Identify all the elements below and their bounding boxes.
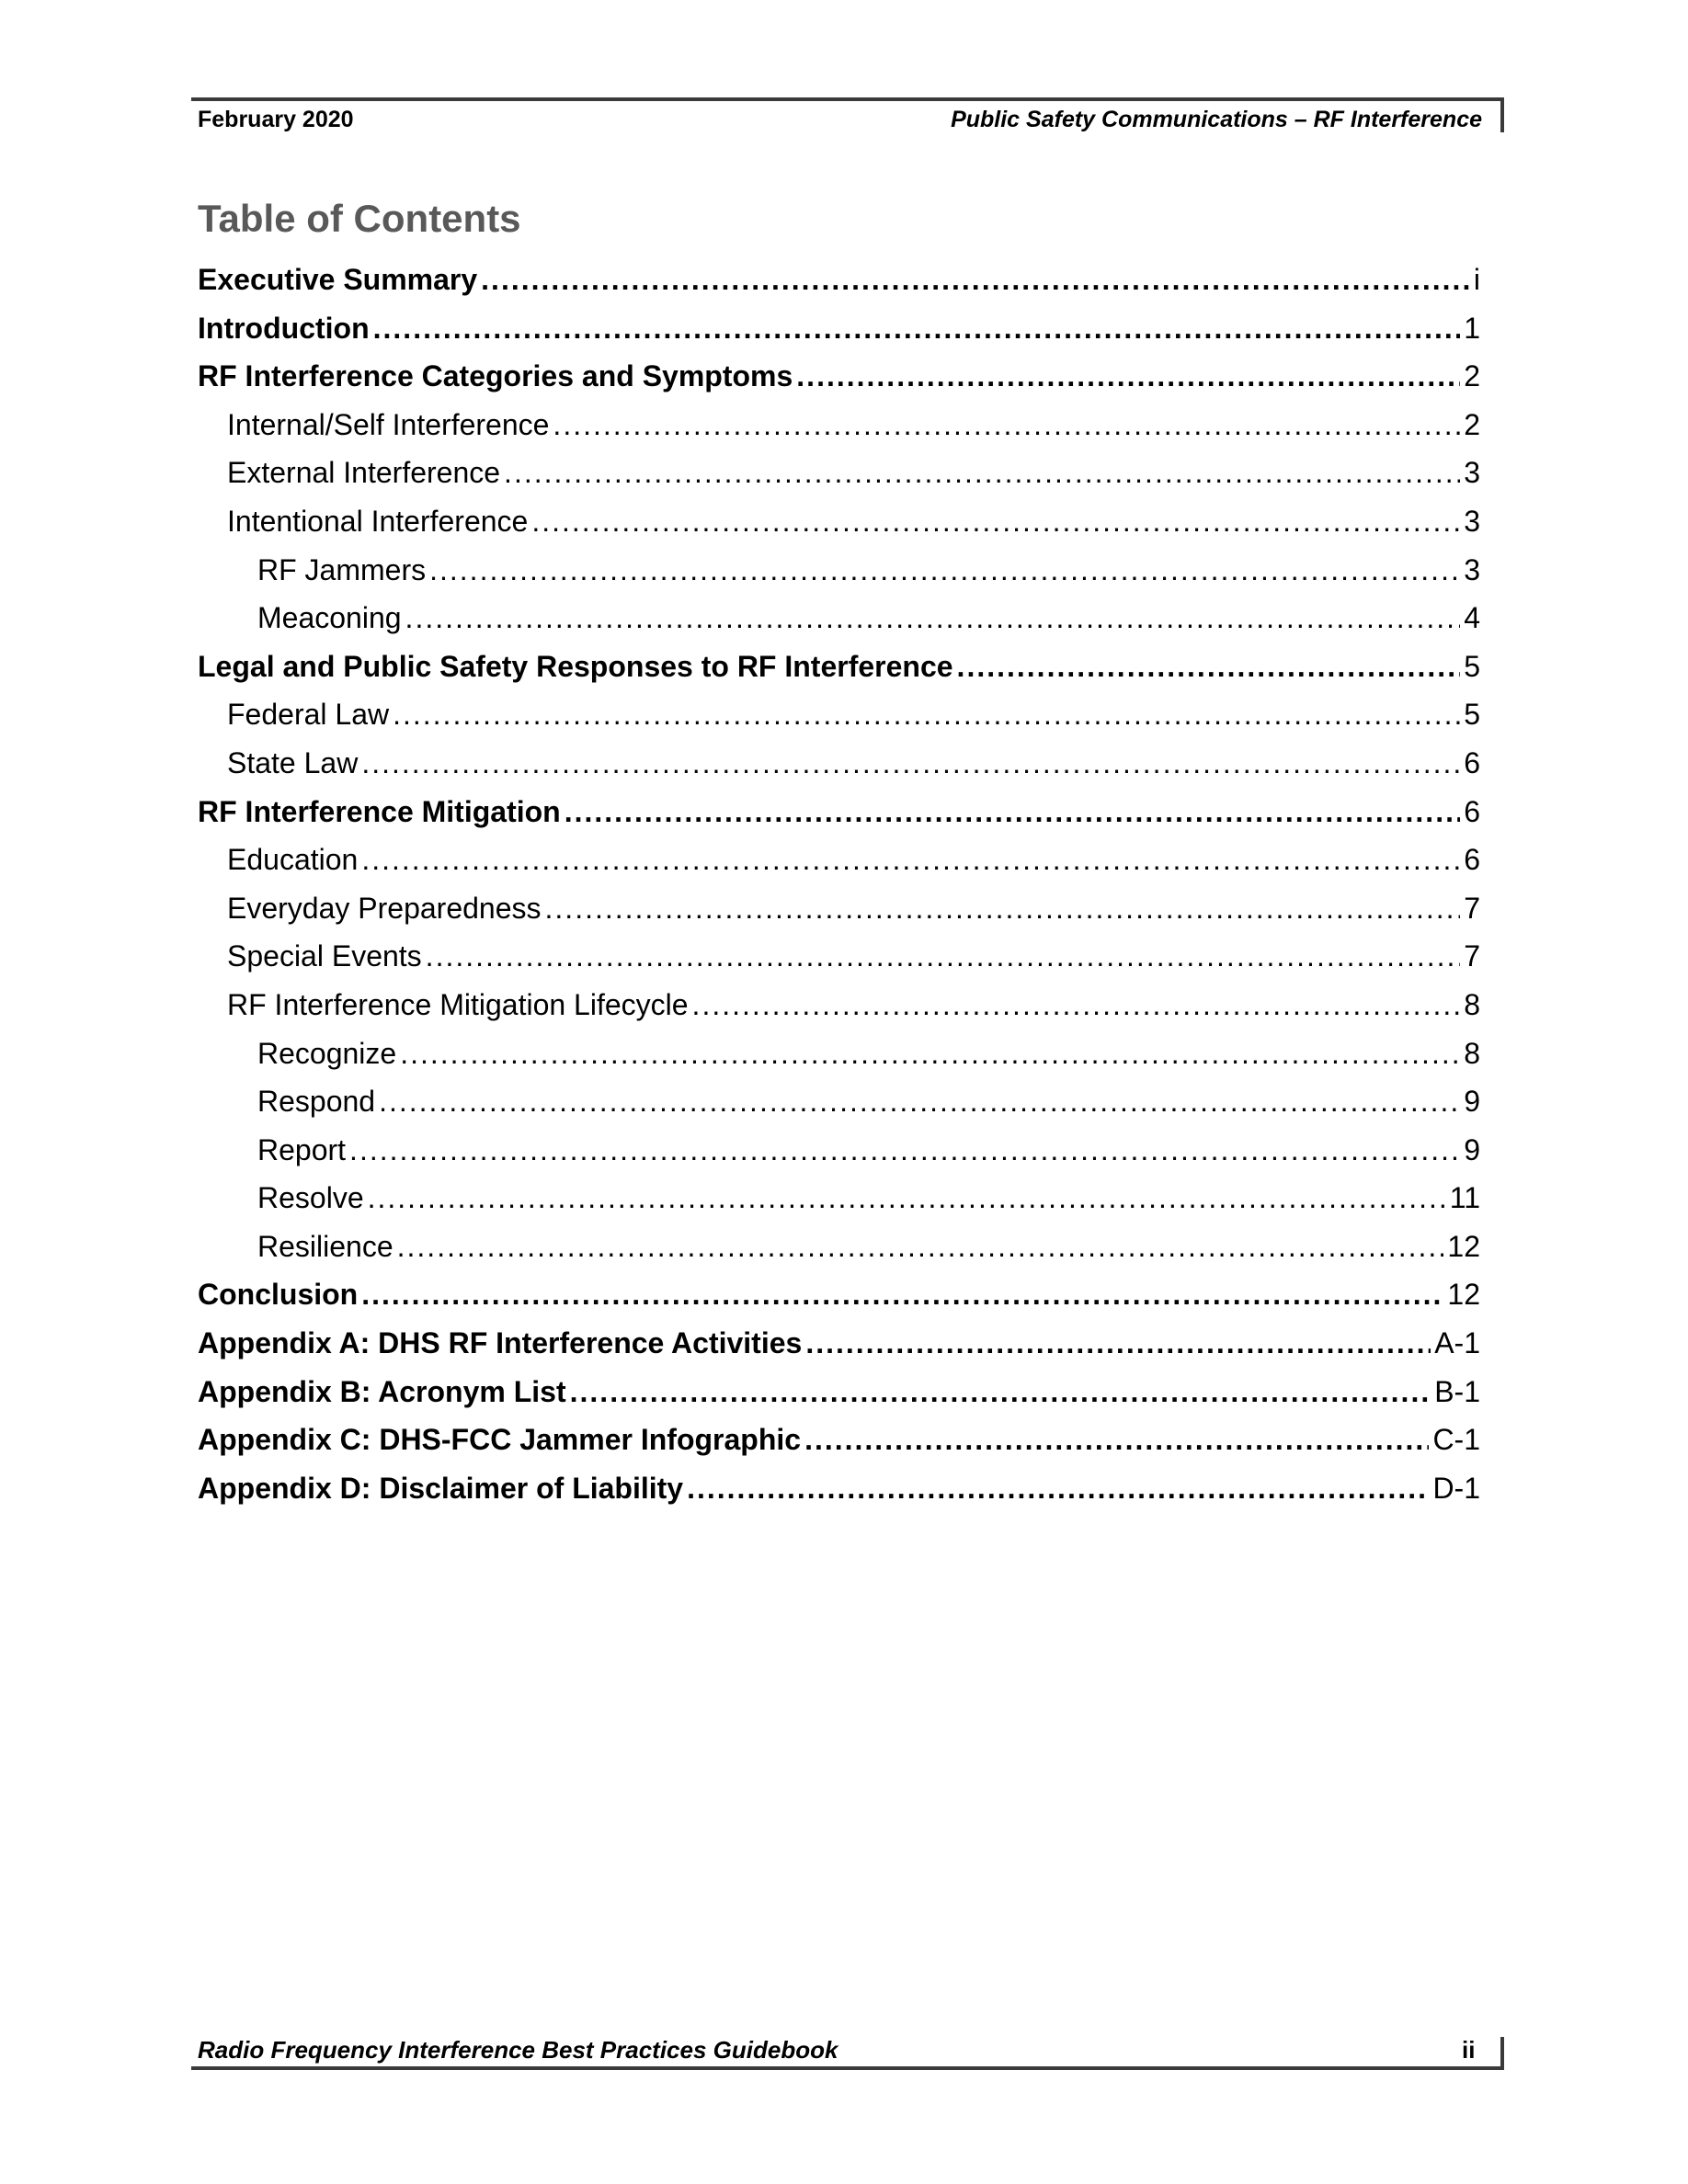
toc-dot-leader xyxy=(429,546,1460,595)
toc-entry-label[interactable]: RF Interference Mitigation Lifecycle xyxy=(227,987,689,1021)
toc-dot-leader xyxy=(796,352,1460,401)
toc-dot-leader xyxy=(368,1174,1446,1223)
toc-entry-page-number[interactable]: 3 xyxy=(1464,552,1480,586)
toc-entry-label[interactable]: Special Events xyxy=(227,939,422,973)
toc-entry[interactable] xyxy=(198,788,1480,836)
toc-entry-page-number[interactable]: B-1 xyxy=(1434,1374,1480,1408)
toc-entry-label[interactable]: State Law xyxy=(227,745,359,779)
toc-entry-label[interactable]: Education xyxy=(227,843,359,877)
toc-heading: Table of Contents xyxy=(198,197,521,240)
toc-entry-label[interactable]: Report xyxy=(257,1132,347,1166)
toc-entry-page-number[interactable]: 3 xyxy=(1464,504,1480,538)
footer-title: Radio Frequency Interference Best Practices Guidebook xyxy=(198,2036,838,2064)
toc-entry[interactable] xyxy=(198,594,1480,643)
toc-entry-label[interactable]: RF Jammers xyxy=(257,552,427,586)
toc-entry[interactable] xyxy=(198,1464,1480,1513)
toc-entry[interactable] xyxy=(198,981,1480,1029)
toc-entry-page-number[interactable]: 9 xyxy=(1464,1085,1480,1119)
toc-entry-label[interactable]: Resilience xyxy=(257,1229,393,1263)
toc-dot-leader xyxy=(405,594,1461,643)
toc-dot-leader xyxy=(565,788,1461,836)
toc-dot-leader xyxy=(570,1368,1431,1416)
toc-entry-label[interactable]: Meaconing xyxy=(257,601,402,635)
toc-entry-label[interactable]: Legal and Public Safety Responses to RF Interference xyxy=(198,649,953,683)
header-rule xyxy=(191,97,1504,101)
footer-corner-tick xyxy=(1500,2037,1504,2070)
toc-entry-label[interactable]: Introduction xyxy=(198,311,370,345)
header-date: February 2020 xyxy=(198,107,354,132)
toc-entry-page-number[interactable]: 5 xyxy=(1464,698,1480,732)
toc-entry[interactable] xyxy=(198,643,1480,691)
toc-entry[interactable] xyxy=(198,1319,1480,1368)
footer-rule xyxy=(191,2066,1504,2070)
toc-entry-page-number[interactable]: 12 xyxy=(1447,1229,1480,1263)
toc-entry-label[interactable]: Internal/Self Interference xyxy=(227,407,550,441)
toc-entry-page-number[interactable]: 3 xyxy=(1464,456,1480,490)
toc-dot-leader xyxy=(361,836,1460,884)
toc-entry[interactable] xyxy=(198,1029,1480,1078)
toc-dot-leader xyxy=(957,643,1461,691)
toc-entry-page-number[interactable]: 6 xyxy=(1464,745,1480,779)
toc-entry[interactable] xyxy=(198,497,1480,546)
toc-entry[interactable] xyxy=(198,836,1480,884)
toc-entry[interactable] xyxy=(198,884,1480,933)
toc-dot-leader xyxy=(361,739,1460,788)
toc-dot-leader xyxy=(804,1416,1429,1464)
toc-entry-page-number[interactable]: 8 xyxy=(1464,1036,1480,1070)
toc-entry-label[interactable]: Everyday Preparedness xyxy=(227,891,542,925)
toc-entry-page-number[interactable]: C-1 xyxy=(1432,1423,1480,1457)
toc-entry[interactable] xyxy=(198,739,1480,788)
toc-entry-page-number[interactable]: 7 xyxy=(1464,891,1480,925)
toc-entry-page-number[interactable]: 2 xyxy=(1464,407,1480,441)
toc-entry[interactable] xyxy=(198,690,1480,739)
toc-entry[interactable] xyxy=(198,1126,1480,1175)
header-corner-tick xyxy=(1500,97,1504,132)
toc-entry[interactable] xyxy=(198,1174,1480,1223)
toc-dot-leader xyxy=(805,1319,1431,1368)
toc-entry-label[interactable]: Appendix D: Disclaimer of Liability xyxy=(198,1471,684,1505)
toc-entry[interactable] xyxy=(198,352,1480,401)
toc-entry[interactable] xyxy=(198,256,1480,304)
toc-entry[interactable] xyxy=(198,1270,1480,1319)
toc-entry-page-number[interactable]: 5 xyxy=(1464,649,1480,683)
toc-entry-page-number[interactable]: A-1 xyxy=(1434,1326,1480,1360)
toc-entry[interactable] xyxy=(198,449,1480,497)
toc-entry-label[interactable]: Resolve xyxy=(257,1181,364,1215)
toc-entry-page-number[interactable]: i xyxy=(1473,263,1480,296)
toc-entry[interactable] xyxy=(198,1077,1480,1126)
toc-dot-leader xyxy=(393,690,1460,739)
toc-entry-page-number[interactable]: 1 xyxy=(1464,311,1480,345)
toc-dot-leader xyxy=(545,884,1461,933)
toc-entry-label[interactable]: Appendix C: DHS-FCC Jammer Infographic xyxy=(198,1423,802,1457)
toc-dot-leader xyxy=(692,981,1461,1029)
toc-dot-leader xyxy=(531,497,1460,546)
toc-dot-leader xyxy=(481,256,1470,304)
toc-entry[interactable] xyxy=(198,546,1480,595)
toc-entry-label[interactable]: Conclusion xyxy=(198,1278,359,1312)
toc-entry[interactable] xyxy=(198,1368,1480,1416)
toc-entry-page-number[interactable]: 8 xyxy=(1464,987,1480,1021)
toc-dot-leader xyxy=(553,401,1460,449)
toc-entry[interactable] xyxy=(198,304,1480,353)
toc-dot-leader xyxy=(397,1223,1444,1271)
toc-dot-leader xyxy=(349,1126,1460,1175)
toc-entry[interactable] xyxy=(198,932,1480,981)
toc-entry[interactable] xyxy=(198,1416,1480,1464)
toc-entry-label[interactable]: External Interference xyxy=(227,456,501,490)
toc-entry-page-number[interactable]: 4 xyxy=(1464,601,1480,635)
toc-list xyxy=(198,256,1480,1512)
header-title: Public Safety Communications – RF Interference xyxy=(951,107,1482,132)
toc-entry-page-number[interactable]: 6 xyxy=(1464,843,1480,877)
toc-entry-page-number[interactable]: 9 xyxy=(1464,1132,1480,1166)
footer-page-number: ii xyxy=(1462,2036,1476,2064)
toc-entry[interactable] xyxy=(198,1223,1480,1271)
toc-dot-leader xyxy=(361,1270,1443,1319)
toc-dot-leader xyxy=(687,1464,1429,1513)
toc-entry-page-number[interactable]: 2 xyxy=(1464,359,1480,393)
toc-entry-page-number[interactable]: 12 xyxy=(1447,1278,1480,1312)
toc-entry-label[interactable]: Federal Law xyxy=(227,698,390,732)
toc-entry-label[interactable]: Executive Summary xyxy=(198,263,478,296)
toc-entry-label[interactable]: Recognize xyxy=(257,1036,397,1070)
toc-entry-page-number[interactable]: 6 xyxy=(1464,794,1480,828)
toc-entry-page-number[interactable]: 11 xyxy=(1449,1181,1480,1215)
toc-entry-label[interactable]: RF Interference Mitigation xyxy=(198,794,561,828)
toc-dot-leader xyxy=(426,932,1461,981)
toc-dot-leader xyxy=(400,1029,1460,1078)
toc-dot-leader xyxy=(379,1077,1460,1126)
toc-entry-label[interactable]: Appendix B: Acronym List xyxy=(198,1374,566,1408)
toc-entry-label[interactable]: Appendix A: DHS RF Interference Activities xyxy=(198,1326,803,1360)
toc-entry-page-number[interactable]: 7 xyxy=(1464,939,1480,973)
toc-entry[interactable] xyxy=(198,401,1480,449)
toc-entry-page-number[interactable]: D-1 xyxy=(1432,1471,1480,1505)
toc-entry-label[interactable]: Intentional Interference xyxy=(227,504,529,538)
toc-entry-label[interactable]: Respond xyxy=(257,1085,376,1119)
toc-dot-leader xyxy=(373,304,1461,353)
toc-entry-label[interactable]: RF Interference Categories and Symptoms xyxy=(198,359,793,393)
toc-dot-leader xyxy=(504,449,1460,497)
